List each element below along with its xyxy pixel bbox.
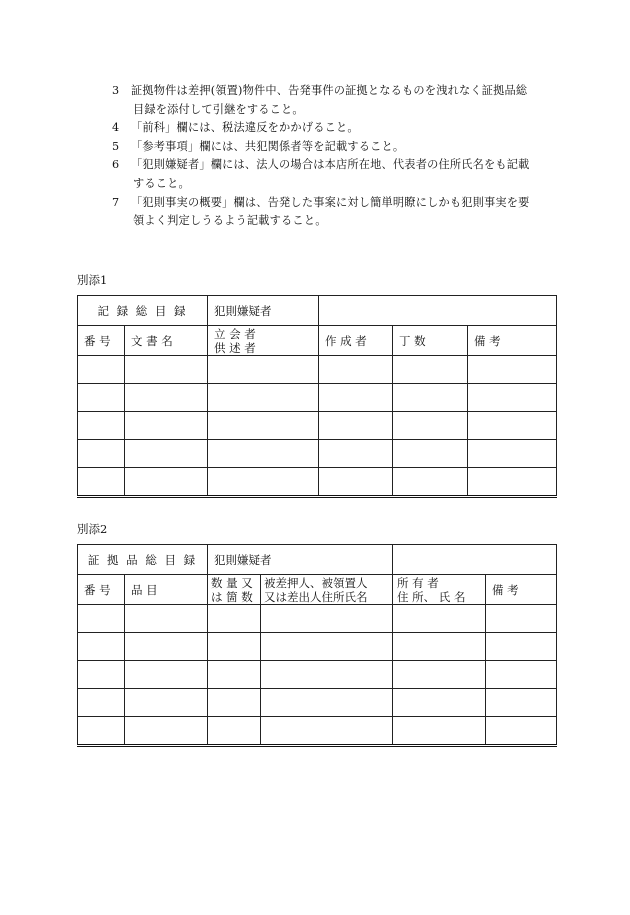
note-item: [112, 156, 562, 193]
form1-caption: 別添1: [77, 273, 108, 287]
note-number: 5: [112, 139, 120, 153]
col-header-pages: 丁 数: [393, 326, 468, 356]
form1-title: 記 録 総 目 録: [78, 296, 208, 326]
col-header-author: 作 成 者: [319, 326, 393, 356]
note-text-continued: すること。: [133, 176, 190, 190]
note-item: [112, 82, 562, 119]
form2-suspect-label: 犯則嫌疑者: [208, 545, 393, 575]
form2-title: 証 拠 品 総 目 録: [78, 545, 208, 575]
note-text-continued: 目録を添付して引継をすること。: [133, 102, 304, 116]
form1-suspect-field[interactable]: [319, 296, 557, 326]
table-row: [78, 468, 557, 497]
col-header-number: 番 号: [78, 326, 125, 356]
col-header-owner: 所 有 者 住 所、 氏 名: [393, 575, 486, 605]
col-header-remarks: 備 考: [486, 575, 557, 605]
table-row: [78, 356, 557, 384]
table-row: [78, 412, 557, 440]
note-text: 「犯則事実の概要」欄は、告発した事案に対し簡単明瞭にしかも犯則事実を要: [131, 195, 530, 209]
note-text: 証拠物件は差押(領置)物件中、告発事件の証拠となるものを洩れなく証拠品総: [131, 84, 528, 97]
table-row: [78, 633, 557, 661]
table-row: [78, 440, 557, 468]
note-number: 6: [112, 158, 120, 172]
form2-suspect-field[interactable]: [393, 545, 557, 575]
table-row: [78, 605, 557, 633]
form2-caption: 別添2: [77, 522, 108, 536]
col-header-item: 品 目: [125, 575, 208, 605]
note-item: [112, 194, 562, 231]
col-header-quantity: 数 量 又 は 箇 数: [208, 575, 261, 605]
note-number: 7: [112, 195, 120, 209]
note-number: 3: [112, 84, 120, 97]
note-text-continued: 領よく判定しうるよう記載すること。: [133, 214, 327, 228]
table-row: [78, 661, 557, 689]
col-header-remarks: 備 考: [468, 326, 557, 356]
col-header-number: 番 号: [78, 575, 125, 605]
instruction-notes: [112, 82, 562, 231]
note-text: 「参考事項」欄には、共犯関係者等を記載すること。: [131, 139, 405, 153]
form1-suspect-label: 犯則嫌疑者: [208, 296, 319, 326]
evidence-index-form: [77, 544, 557, 747]
table-row: [78, 717, 557, 746]
col-header-document-name: 文 書 名: [125, 326, 208, 356]
note-item: [112, 119, 562, 138]
records-index-form: [77, 295, 557, 498]
col-header-witness: 立 会 者 供 述 者: [208, 326, 319, 356]
note-item: [112, 138, 562, 157]
table-row: [78, 384, 557, 412]
col-header-seized-from: 被差押人、被領置人 又は差出人住所氏名: [261, 575, 393, 605]
note-number: 4: [112, 121, 120, 135]
note-text: 「前科」欄には、税法違反をかかげること。: [131, 121, 359, 135]
table-row: [78, 689, 557, 717]
note-text: 「犯則嫌疑者」欄には、法人の場合は本店所在地、代表者の住所氏名をも記載: [131, 158, 530, 172]
